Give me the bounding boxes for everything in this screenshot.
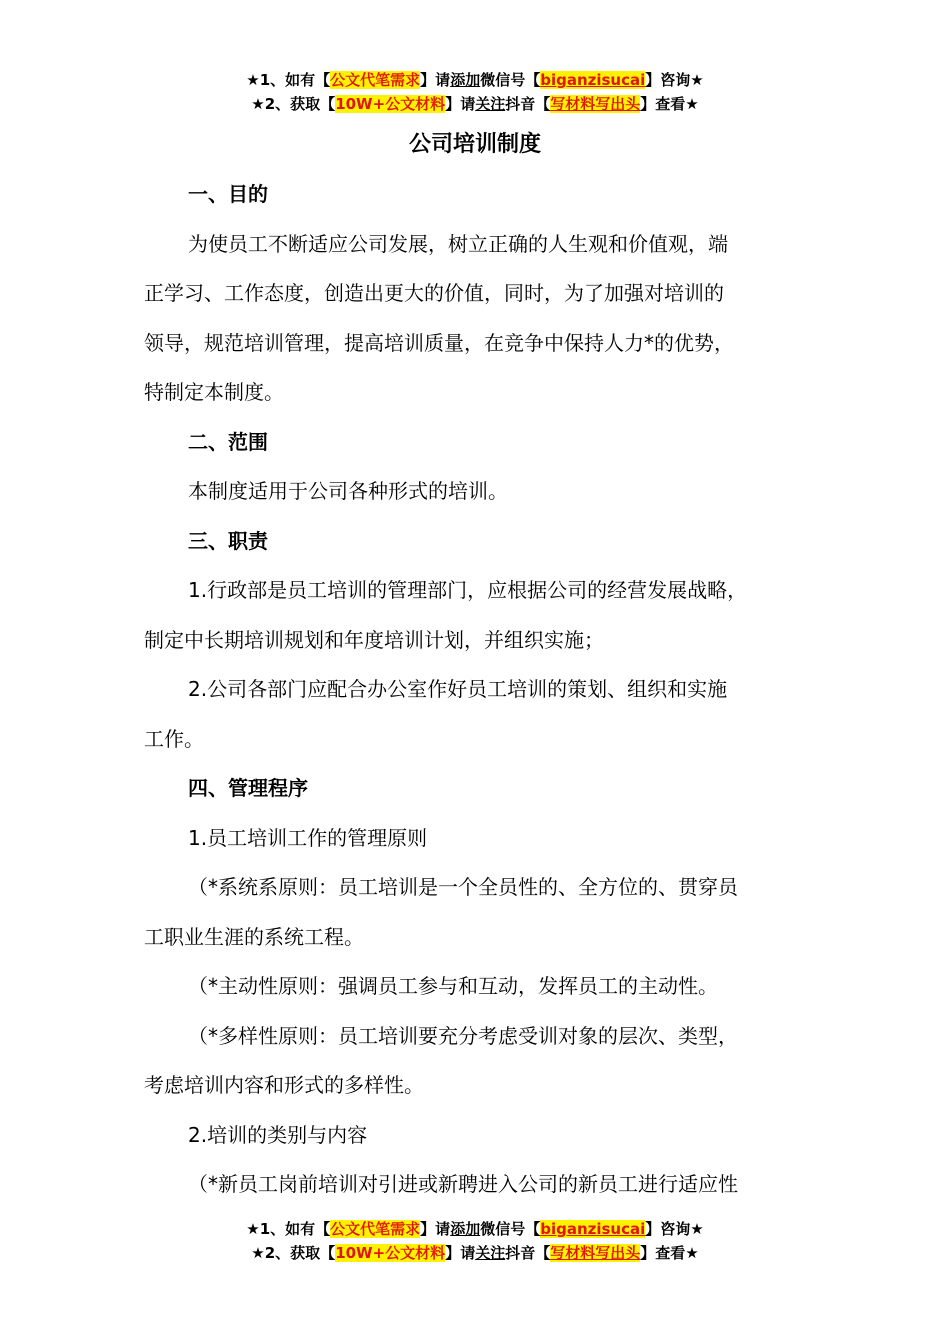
promo-text: 】查看★ bbox=[640, 95, 699, 113]
paragraph-line: （*主动性原则：强调员工参与和互动，发挥员工的主动性。 bbox=[188, 974, 718, 998]
paragraph-line: 本制度适用于公司各种形式的培训。 bbox=[188, 479, 508, 503]
promo-text: 】请 bbox=[445, 1244, 476, 1262]
promo-text: 】咨询★ bbox=[645, 1220, 704, 1238]
promo-line-1 bbox=[0, 68, 950, 92]
promo-text: ★1、如有【 bbox=[246, 71, 331, 89]
promo-text: ★1、如有【 bbox=[246, 1220, 331, 1238]
paragraph-line: 正学习、工作态度，创造出更大的价值，同时，为了加强对培训的 bbox=[144, 281, 724, 305]
promo-banner-bottom bbox=[0, 1217, 950, 1265]
promo-text: 抖音【 bbox=[505, 1244, 551, 1262]
paragraph-line: （*多样性原则：员工培训要充分考虑受训对象的层次、类型， bbox=[188, 1023, 738, 1048]
promo-text: ★2、获取【 bbox=[251, 1244, 336, 1262]
promo-underline: 关注 bbox=[475, 95, 506, 113]
paragraph-line: 1.员工培训工作的管理原则 bbox=[188, 825, 428, 850]
paragraph-line: 工作。 bbox=[144, 726, 204, 751]
paragraph-line: 领导，规范培训管理，提高培训质量，在竞争中保持人力*的优势， bbox=[144, 330, 734, 355]
promo-wechat-id[interactable]: biganzisucai bbox=[540, 1220, 646, 1238]
promo-douyin-id[interactable]: 写材料写出头 bbox=[550, 95, 641, 113]
promo-douyin-id[interactable]: 写材料写出头 bbox=[550, 1244, 641, 1262]
promo-text: 】请 bbox=[420, 71, 451, 89]
paragraph-line: 为使员工不断适应公司发展，树立正确的人生观和价值观，端 bbox=[188, 231, 728, 256]
paragraph-line: 2.培训的类别与内容 bbox=[188, 1122, 368, 1147]
paragraph-line: 工职业生涯的系统工程。 bbox=[144, 924, 364, 949]
document-body bbox=[144, 170, 824, 1210]
promo-highlight: 公文代笔需求 bbox=[330, 71, 421, 89]
paragraph-line: 1.行政部是员工培训的管理部门，应根据公司的经营发展战略， bbox=[188, 578, 748, 602]
promo-line-1 bbox=[0, 1217, 950, 1241]
promo-text: 】咨询★ bbox=[645, 71, 704, 89]
promo-highlight: 10W+公文材料 bbox=[335, 95, 446, 113]
promo-line-2 bbox=[0, 1241, 950, 1265]
promo-text: ★2、获取【 bbox=[251, 95, 336, 113]
paragraph-line: 制定中长期培训规划和年度培训计划，并组织实施； bbox=[144, 627, 604, 652]
paragraph-line: （*系统系原则：员工培训是一个全员性的、全方位的、贯穿员 bbox=[188, 875, 738, 899]
paragraph-line: 考虑培训内容和形式的多样性。 bbox=[144, 1073, 424, 1097]
section-heading: 一、目的 bbox=[188, 182, 268, 206]
promo-highlight: 10W+公文材料 bbox=[335, 1244, 446, 1262]
paragraph-line: 2.公司各部门应配合办公室作好员工培训的策划、组织和实施 bbox=[188, 677, 728, 701]
promo-text: 】请 bbox=[445, 95, 476, 113]
promo-underline: 添加 bbox=[450, 71, 481, 89]
section-heading: 四、管理程序 bbox=[188, 776, 308, 800]
promo-wechat-id[interactable]: biganzisucai bbox=[540, 71, 646, 89]
promo-text: 微信号【 bbox=[480, 1220, 541, 1238]
promo-underline: 添加 bbox=[450, 1220, 481, 1238]
paragraph-line: （*新员工岗前培训对引进或新聘进入公司的新员工进行适应性 bbox=[188, 1172, 738, 1196]
promo-text: 】请 bbox=[420, 1220, 451, 1238]
section-heading: 三、职责 bbox=[188, 528, 268, 553]
promo-text: 】查看★ bbox=[640, 1244, 699, 1262]
promo-highlight: 公文代笔需求 bbox=[330, 1220, 421, 1238]
section-heading: 二、范围 bbox=[188, 429, 268, 454]
promo-banner-top bbox=[0, 68, 950, 116]
promo-underline: 关注 bbox=[475, 1244, 506, 1262]
promo-text: 抖音【 bbox=[505, 95, 551, 113]
promo-line-2 bbox=[0, 92, 950, 116]
document-title: 公司培训制度 bbox=[408, 132, 541, 157]
paragraph-line: 特制定本制度。 bbox=[144, 380, 284, 404]
promo-text: 微信号【 bbox=[480, 71, 541, 89]
